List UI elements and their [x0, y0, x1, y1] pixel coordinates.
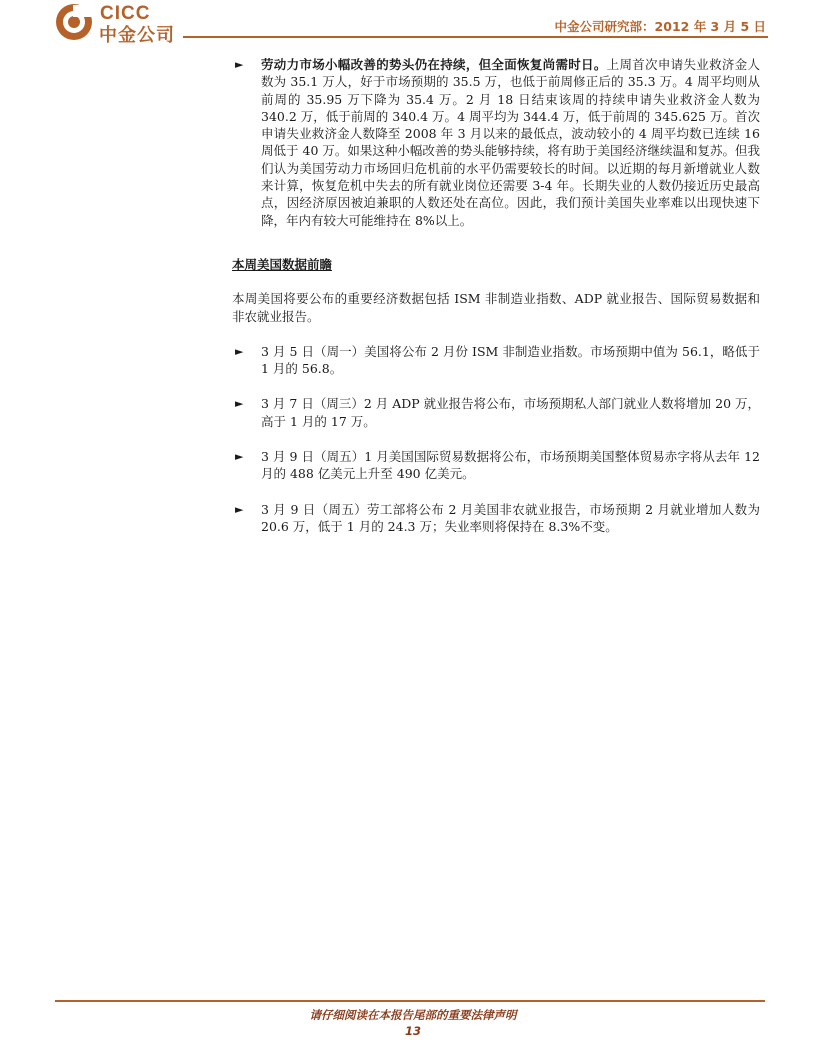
- bullet-arrow-icon: ►: [235, 397, 244, 411]
- header-divider: [183, 36, 768, 38]
- list-item: [232, 395, 760, 430]
- list-item-text: 3 月 7 日（周三）2 月 ADP 就业报告将公布，市场预期私人部门就业人数将增加 20 万，高于 1 月的 17 万。: [261, 396, 761, 429]
- bullet-arrow-icon: ►: [235, 58, 244, 71]
- footer-divider: [55, 1000, 765, 1002]
- list-item-text: 3 月 9 日（周五）1 月美国国际贸易数据将公布，市场预期美国整体贸易赤字将从去年 12 月的 488 亿美元上升至 490 亿美元。: [261, 449, 760, 482]
- report-body: [232, 56, 760, 535]
- section-title: 本周美国数据前瞻: [232, 256, 333, 272]
- bullet-arrow-icon: ►: [235, 344, 244, 358]
- list-item-text: 3 月 9 日（周五）劳工部将公布 2 月美国非农就业报告，市场预期 2 月就业增加人数为 20.6 万，低于 1 月的 24.3 万；失业率则将保持在 8.3%不变。: [261, 501, 760, 534]
- list-item: [232, 343, 760, 378]
- legal-disclaimer: 请仔细阅读在本报告尾部的重要法律声明: [309, 1008, 517, 1022]
- bullet-lead-text: 劳动力市场小幅改善的势头仍在持续，但全面恢复尚需时日。: [261, 57, 607, 72]
- bullet-arrow-icon: ►: [235, 502, 244, 516]
- logo-text-cn: 中金公司: [99, 25, 175, 46]
- list-item: [232, 501, 760, 536]
- company-logo: [55, 3, 185, 46]
- labor-market-bullet: [232, 56, 760, 229]
- logo-text-en: CICC: [100, 3, 151, 24]
- page-number: 13: [404, 1024, 421, 1038]
- section-intro: 本周美国将要公布的重要经济数据包括 ISM 非制造业指数、ADP 就业报告、国际贸易数据和非农就业报告。: [232, 291, 760, 324]
- list-item: [232, 448, 760, 483]
- cicc-logo-icon: [55, 3, 93, 41]
- bullet-body-text: 上周首次申请失业救济金人数为 35.1 万人，好于市场预期的 35.5 万，也低于前周修正后的 35.3 万。4 周平均则从前周的 35.95 万下降为 35.4 万。2 月 18 日结束该周的持续申请失业救济金人数为 340.2 万，低于前周的 340.4 万。4 周平均为 344.4 万，低于前周的 345.625 万。首次申请失业救济金人数降至 2008 年 3 月以来的最低点，波动较小的 4 周平均数已连续 16 周低于 40 万。如果这种小幅改善的势头能够持续，将有助于美国经济继续温和复苏。但我们认为美国劳动力市场回归危机前的水平仍需要较长的时间。以近期的每月新增就业人数来计算，恢复危机中失去的所有就业岗位还需要 3-4 年。长期失业的人数仍接近历史最高点，因经济原因被迫兼职的人数还处在高位。因此，我们预计美国失业率难以出现快速下降，年内有较大可能维持在 8%以上。: [261, 57, 760, 228]
- bullet-arrow-icon: ►: [235, 450, 244, 464]
- list-item-text: 3 月 5 日（周一）美国将公布 2 月份 ISM 非制造业指数。市场预期中值为 56.1，略低于 1 月的 56.8。: [261, 343, 760, 377]
- report-date-header: 中金公司研究部：2012 年 3 月 5 日: [554, 19, 766, 34]
- data-preview-list: [232, 343, 760, 535]
